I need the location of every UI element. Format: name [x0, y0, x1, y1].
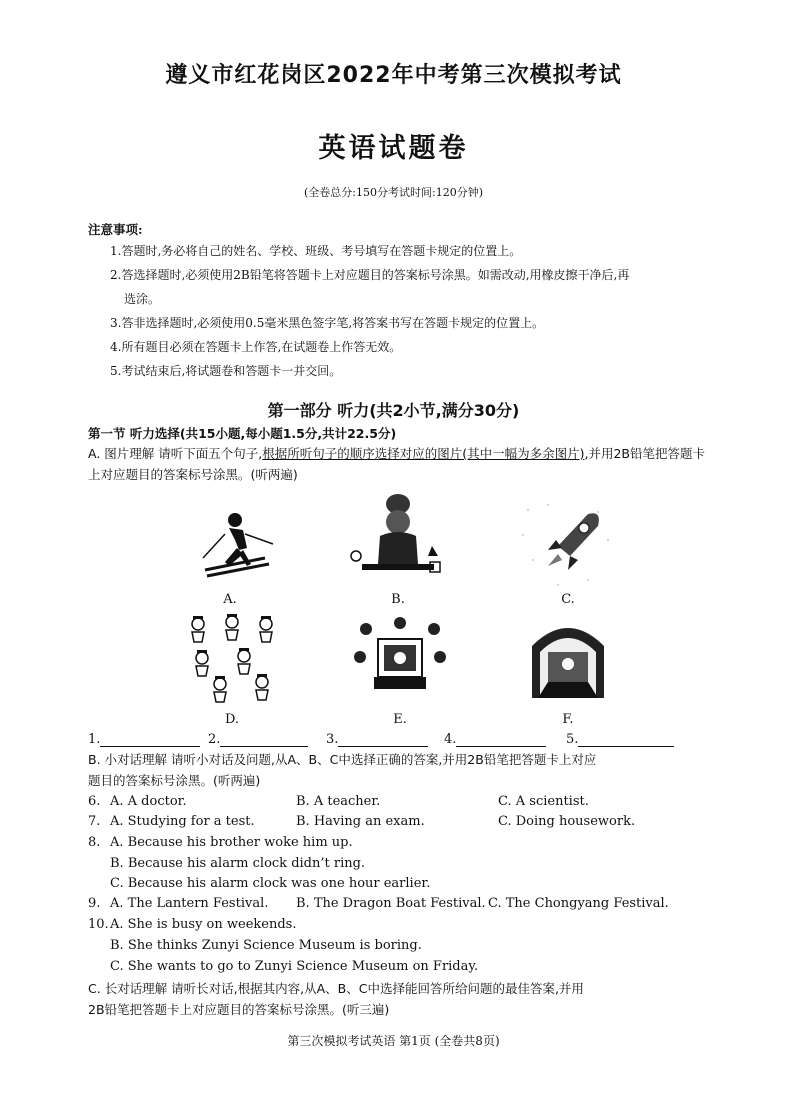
option[interactable]: B. Because his alarm clock didn’t ring.	[110, 856, 366, 871]
stage-icon	[518, 612, 618, 702]
section-b-line1: B. 小对话理解 请听小对话及问题,从A、B、C中选择正确的答案,并用2B铅笔把答题卡上对应	[88, 752, 597, 767]
picture-label: A.	[223, 592, 237, 607]
answer-blank[interactable]	[566, 732, 674, 747]
cook-icon	[348, 490, 448, 580]
section-c-line1: C. 长对话理解 请听长对话,根据其内容,从A、B、C中选择能回答所给问题的最佳答案,并用	[88, 981, 584, 996]
note-item: 2.答选择题时,必须使用2B铅笔将答题卡上对应题目的答案标号涂黑。如需改动,用橡皮擦干净后,再	[110, 268, 630, 282]
option[interactable]: B. A teacher.	[296, 794, 381, 809]
section-a-rest: ,并用2B铅笔把答题卡上对应题目的答案标号涂黑。(听两遍)	[88, 446, 706, 482]
section-b-line2: 题目的答案标号涂黑。(听两遍)	[88, 773, 261, 788]
option[interactable]: A. Because his brother woke him up.	[110, 835, 353, 850]
exam-meta: (全卷总分:150分考试时间:120分钟)	[304, 186, 483, 199]
option[interactable]: C. She wants to go to Zunyi Science Museum on Friday.	[110, 959, 479, 974]
section-c-line2: 2B铅笔把答题卡上对应题目的答案标号涂黑。(听三遍)	[88, 1002, 390, 1017]
option[interactable]: A. She is busy on weekends.	[110, 917, 297, 932]
blank-number: 5.	[566, 732, 579, 747]
section-a-lead: A. 图片理解 请听下面五个句子,	[88, 446, 263, 461]
paper-subtitle: 英语试题卷	[318, 133, 469, 164]
blank-line	[100, 732, 200, 747]
option[interactable]: A. A doctor.	[110, 794, 187, 809]
question-number: 7.	[88, 814, 101, 829]
option[interactable]: A. The Lantern Festival.	[110, 896, 269, 911]
part1-title: 第一部分 听力(共2小节,满分30分)	[267, 401, 520, 420]
blank-line	[456, 732, 546, 747]
blank-number: 4.	[444, 732, 457, 747]
note-item: 5.考试结束后,将试题卷和答题卡一并交回。	[110, 364, 342, 378]
section-a-instructions	[88, 443, 716, 485]
question-number: 6.	[88, 794, 101, 809]
option[interactable]: C. The Chongyang Festival.	[488, 896, 669, 911]
question-number: 8.	[88, 835, 101, 850]
picture-label: E.	[393, 712, 407, 727]
page-footer: 第三次模拟考试英语 第1页 (全卷共8页)	[287, 1034, 500, 1048]
blank-line	[220, 732, 308, 747]
option[interactable]: B. Having an exam.	[296, 814, 425, 829]
option[interactable]: B. The Dragon Boat Festival.	[296, 896, 486, 911]
rocket-icon	[518, 500, 618, 590]
option[interactable]: A. Studying for a test.	[110, 814, 255, 829]
section-c-instructions	[88, 978, 716, 1020]
answer-blank[interactable]	[88, 732, 200, 747]
section1-title: 第一节 听力选择(共15小题,每小题1.5分,共计22.5分)	[88, 426, 397, 441]
note-item: 4.所有题目必须在答题卡上作答,在试题卷上作答无效。	[110, 340, 402, 354]
exam-title: 遵义市红花岗区2022年中考第三次模拟考试	[165, 63, 622, 88]
note-item: 1.答题时,务必将自己的姓名、学校、班级、考号填写在答题卡规定的位置上。	[110, 244, 522, 258]
option[interactable]: C. Because his alarm clock was one hour earlier.	[110, 876, 431, 891]
answer-blank[interactable]	[326, 732, 428, 747]
blank-line	[338, 732, 428, 747]
notes-heading: 注意事项:	[88, 222, 143, 237]
option[interactable]: C. Doing housework.	[498, 814, 636, 829]
answer-blank[interactable]	[208, 732, 308, 747]
picture-label: C.	[561, 592, 575, 607]
section-b-instructions	[88, 749, 716, 791]
picture-label: D.	[224, 712, 240, 727]
question-number: 10.	[88, 917, 109, 932]
blank-line	[578, 732, 674, 747]
answer-blank[interactable]	[444, 732, 546, 747]
blank-number: 2.	[208, 732, 221, 747]
picture-label: F.	[562, 712, 574, 727]
option[interactable]: B. She thinks Zunyi Science Museum is boring.	[110, 938, 422, 953]
section-a-underlined: 根据所听句子的顺序选择对应的图片(其中一幅为多余图片)	[262, 446, 585, 461]
blank-number: 3.	[326, 732, 339, 747]
note-item: 3.答非选择题时,必须使用0.5毫米黑色签字笔,将答案书写在答题卡规定的位置上。	[110, 316, 545, 330]
note-item: 选涂。	[124, 292, 161, 306]
blank-number: 1.	[88, 732, 101, 747]
picture-label: B.	[391, 592, 405, 607]
laptop-icon	[350, 615, 450, 705]
option[interactable]: C. A scientist.	[498, 794, 589, 809]
people-group-icon	[182, 610, 282, 700]
question-number: 9.	[88, 896, 101, 911]
skier-icon	[185, 500, 285, 590]
